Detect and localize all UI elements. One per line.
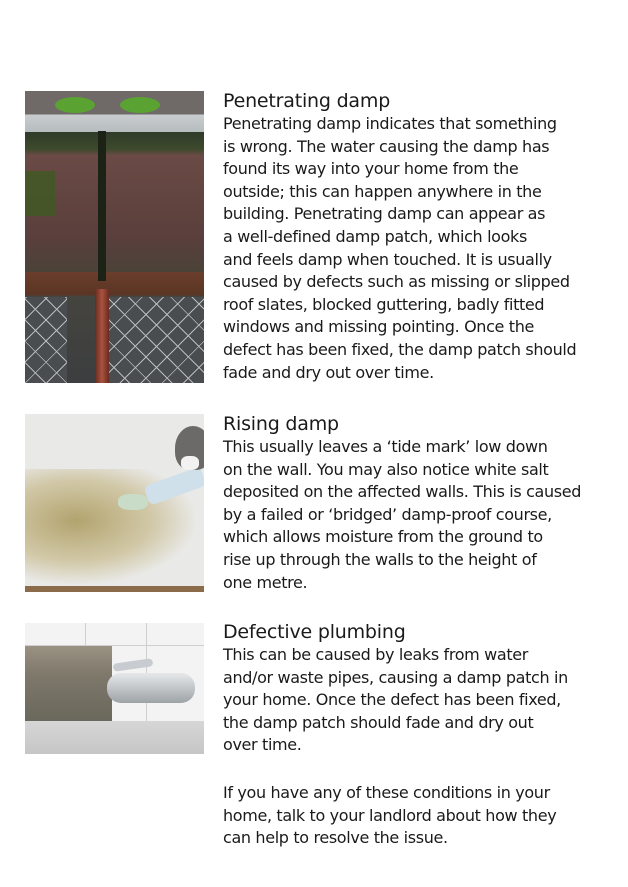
text-line: This usually leaves a ‘tide mark’ low down	[223, 437, 548, 456]
text-line: building. Penetrating damp can appear as	[223, 204, 546, 224]
section-body	[223, 644, 603, 757]
inspector-glove	[118, 494, 148, 510]
text-line: can help to resolve the issue.	[223, 828, 448, 848]
text-line: caused by defects such as missing or slipped	[223, 272, 570, 292]
penetrating-damp-section	[223, 89, 603, 384]
text-line: If you have any of these conditions in your	[223, 783, 550, 802]
text-line: your home. Once the defect has been fixed,	[223, 690, 561, 710]
text-line: by a failed or ‘bridged’ damp-proof course,	[223, 504, 552, 524]
text-line: roof slates, blocked guttering, badly fitted	[223, 294, 545, 314]
section-heading: Defective plumbing	[223, 621, 406, 643]
text-line: and/or waste pipes, causing a damp patch in	[223, 667, 568, 687]
text-line: a well-defined damp patch, which looks	[223, 226, 527, 246]
bath-tap	[107, 673, 195, 703]
defective-plumbing-section	[223, 620, 603, 757]
rising-damp-section	[223, 412, 603, 594]
text-line: outside; this can happen anywhere in the	[223, 181, 542, 201]
text-line: fade and dry out over time.	[223, 362, 434, 382]
defective-plumbing-photo	[25, 623, 204, 754]
text-line: Penetrating damp indicates that something	[223, 114, 557, 133]
text-line: defect has been fixed, the damp patch should	[223, 339, 577, 359]
exposed-plaster	[25, 646, 112, 721]
leaded-window	[109, 297, 204, 383]
plant-growth	[120, 97, 160, 113]
text-line: found its way into your home from the	[223, 159, 519, 179]
closing-body	[223, 782, 603, 850]
wall-crack	[98, 131, 106, 281]
plant-growth	[55, 97, 95, 113]
skirting-board	[25, 586, 204, 592]
leaded-window	[25, 297, 67, 383]
section-body	[223, 436, 603, 594]
face-mask	[181, 456, 199, 470]
text-line: on the wall. You may also notice white salt	[223, 459, 549, 479]
text-line: rise up through the walls to the height of	[223, 549, 537, 569]
section-heading: Penetrating damp	[223, 90, 391, 112]
text-line: windows and missing pointing. Once the	[223, 317, 534, 337]
text-line: is wrong. The water causing the damp has	[223, 136, 550, 156]
text-line: and feels damp when touched. It is usually	[223, 249, 552, 269]
text-line: over time.	[223, 735, 302, 755]
downpipe	[95, 289, 109, 383]
text-line: This can be caused by leaks from water	[223, 645, 528, 664]
text-line: deposited on the affected walls. This is caused	[223, 482, 582, 502]
section-body	[223, 113, 603, 384]
text-line: the damp patch should fade and dry out	[223, 712, 534, 732]
text-line: which allows moisture from the ground to	[223, 527, 543, 547]
rising-damp-photo	[25, 414, 204, 592]
penetrating-damp-photo	[25, 91, 204, 383]
text-line: home, talk to your landlord about how they	[223, 805, 557, 825]
section-heading: Rising damp	[223, 413, 339, 435]
closing-paragraph	[223, 782, 603, 850]
moss-patch	[25, 171, 55, 216]
bath-edge	[25, 721, 204, 754]
text-line: one metre.	[223, 572, 308, 592]
